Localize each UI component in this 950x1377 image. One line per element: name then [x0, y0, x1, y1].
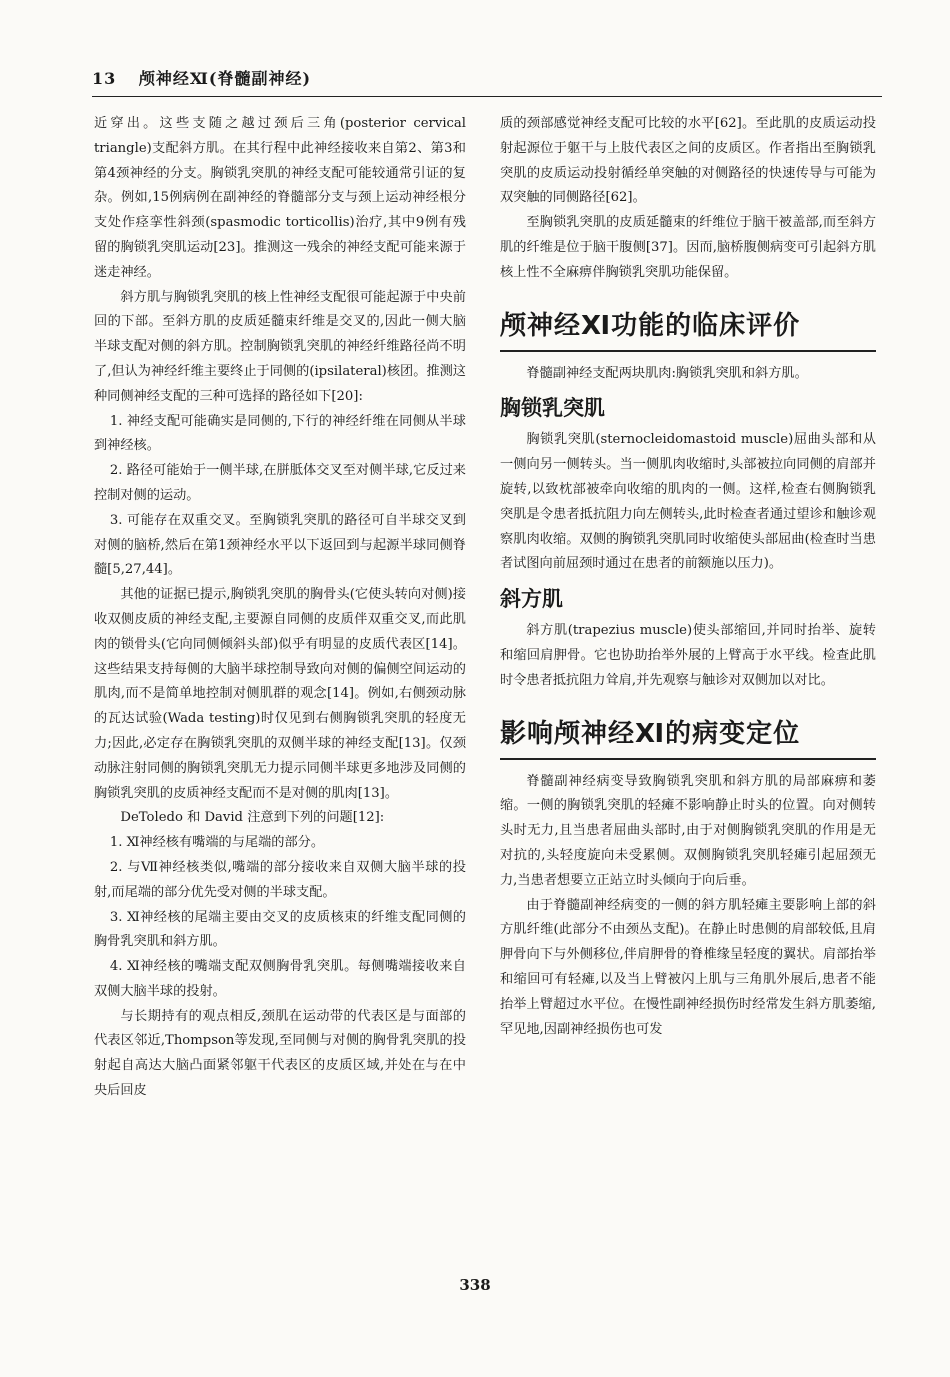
- list-item: 2. 与Ⅶ神经核类似,嘴端的部分接收来自双侧大脑半球的投射,而尾端的部分优先受对侧的半球支配。: [94, 859, 466, 900]
- paragraph: 近穿出。这些支随之越过颈后三角(posterior cervical triangle)支配斜方肌。在其行程中此神经接收来自第2、第3和第4颈神经的分支。胸锁乳突肌的神经支配可能较通常引证的复杂。例如,15例病例在副神经的脊髓部分支与颈上运动神经根分支处作痉挛性斜颈(spasmodic torticollis)治疗,其中9例有残留的胸锁乳突肌运动[23]。推测这一残余的神经支配可能来源于迷走神经。: [94, 116, 466, 280]
- paragraph: DeToledo 和 David 注意到下列的问题[12]:: [120, 810, 385, 826]
- paragraph: 斜方肌与胸锁乳突肌的核上性神经支配很可能起源于中央前回的下部。至斜方肌的皮质延髓束纤维是交叉的,因此一侧大脑半球支配对侧的斜方肌。控制胸锁乳突肌的神经纤维路径尚不明了,但认为神经纤维主要终止于同侧的(ipsilateral)核团。推测这种同侧神经支配的三种可选择的路径如下[20]:: [94, 289, 466, 404]
- paragraph: 脊髓副神经病变导致胸锁乳突肌和斜方肌的局部麻痹和萎缩。一侧的胸锁乳突肌的轻瘫不影响静止时头的位置。向对侧转头时无力,且当患者屈曲头部时,由于对侧胸锁乳突肌的作用是无对抗的,头轻度旋向未受累侧。双侧胸锁乳突肌轻瘫引起屈颈无力,当患者想要立正站立时头倾向于向后垂。: [500, 773, 876, 888]
- list-item: 3. Ⅺ神经核的尾端主要由交叉的皮质核束的纤维支配同侧的胸骨乳突肌和斜方肌。: [94, 909, 466, 950]
- page-number: 338: [459, 1276, 491, 1294]
- list-item: 1. Ⅺ神经核有嘴端的与尾端的部分。: [109, 835, 325, 851]
- paragraph: 其他的证据已提示,胸锁乳突肌的胸骨头(它使头转向对侧)接收双侧皮质的神经支配,主要源自同侧的皮质伴双重交叉,而此肌肉的锁骨头(它向同侧倾斜头部)似乎有明显的皮质代表区[14]。这些结果支持每侧的大脑半球控制导致向对侧的偏侧空间运动的肌肉,而不是简单地控制对侧肌群的观念[14]。例如,右侧颈动脉的瓦达试验(Wada testing)时仅见到右侧胸锁乳突肌的轻度无力;因此,必定存在胸锁乳突肌的双侧半球的神经支配[13]。仅颈动脉注射同侧的胸锁乳突肌无力提示同侧半球更多地涉及同侧的胸锁乳突肌的皮质神经支配而不是对侧的肌肉[13]。: [94, 587, 466, 801]
- running-header: [92, 66, 882, 89]
- right-column: [500, 112, 876, 1042]
- paragraph: 由于脊髓副神经病变的一侧的斜方肌轻瘫主要影响上部的斜方肌纤维(此部分不由颈丛支配)。在静止时患侧的肩部较低,且肩胛骨向下与外侧移位,伴肩胛骨的脊椎缘呈轻度的翼状。肩部抬举和缩回可有轻瘫,以及当上臂被闪上肌与三角肌外展后,患者不能抬举上臂超过水平位。在慢性副神经损伤时经常发生斜方肌萎缩,罕见地,因副神经损伤也可发: [500, 897, 876, 1037]
- paragraph: 脊髓副神经支配两块肌肉:胸锁乳突肌和斜方肌。: [526, 365, 808, 381]
- list-item: 2. 路径可能始于一侧半球,在胼胝体交叉至对侧半球,它反过来控制对侧的运动。: [94, 463, 466, 503]
- list-item: 3. 可能存在双重交叉。至胸锁乳突肌的路径可自半球交叉到对侧的脑桥,然后在第1颈神经水平以下返回到与起源半球同侧脊髓[5,27,44]。: [94, 512, 466, 578]
- header-rule: [92, 96, 882, 97]
- list-item: 1. 神经支配可能确实是同侧的,下行的神经纤维在同侧从半球到神经核。: [94, 413, 466, 454]
- paragraph: 质的颈部感觉神经支配可比较的水平[62]。至此肌的皮质运动投射起源位于躯干与上肢代表区之间的皮质区。作者指出至胸锁乳突肌的皮质运动投射循经单突触的对侧路径的快速传导与可能为双突触的同侧路径[62]。: [500, 116, 876, 206]
- subsection-heading: 胸锁乳突肌: [500, 396, 605, 421]
- chapter-title: 颅神经Ⅺ(脊髓副神经): [138, 69, 312, 88]
- section-heading: 颅神经Ⅺ功能的临床评价: [500, 308, 876, 352]
- subsection-heading: 斜方肌: [500, 587, 563, 612]
- chapter-number: 13: [92, 69, 117, 88]
- list-item: 4. Ⅺ神经核的嘴端支配双侧胸骨乳突肌。每侧嘴端接收来自双侧大脑半球的投射。: [94, 959, 466, 999]
- section-heading: 影响颅神经Ⅺ的病变定位: [500, 716, 876, 760]
- paragraph: 斜方肌(trapezius muscle)使头部缩回,并同时抬举、旋转和缩回肩胛骨。它也协助抬举外展的上臂高于水平线。检查此肌时令患者抵抗阻力耸肩,并先观察与触诊对双侧加以对比。: [500, 623, 876, 688]
- paragraph: 与长期持有的观点相反,颈肌在运动带的代表区是与面部的代表区邻近,Thompson等发现,至同侧与对侧的胸骨乳突肌的投射起自高达大脑凸面紧邻躯干代表区的皮质区域,并处在与在中央后回皮: [94, 1008, 466, 1099]
- paragraph: 至胸锁乳突肌的皮质延髓束的纤维位于脑干被盖部,而至斜方肌的纤维是位于脑干腹侧[37]。因而,脑桥腹侧病变可引起斜方肌核上性不全麻痹伴胸锁乳突肌功能保留。: [500, 215, 876, 280]
- paragraph: 胸锁乳突肌(sternocleidomastoid muscle)屈曲头部和从一侧向另一侧转头。当一侧肌肉收缩时,头部被拉向同侧的肩部并旋转,以致枕部被牵向收缩的肌肉的一侧。这样,检查右侧胸锁乳突肌是令患者抵抗阻力向左侧转头,此时检查者通过望诊和触诊观察肌肉收缩。双侧的胸锁乳突肌同时收缩使头部屈曲(检查时当患者试图向前屈颈时通过在患者的前额施以压力)。: [500, 432, 876, 572]
- left-column: [94, 112, 466, 1104]
